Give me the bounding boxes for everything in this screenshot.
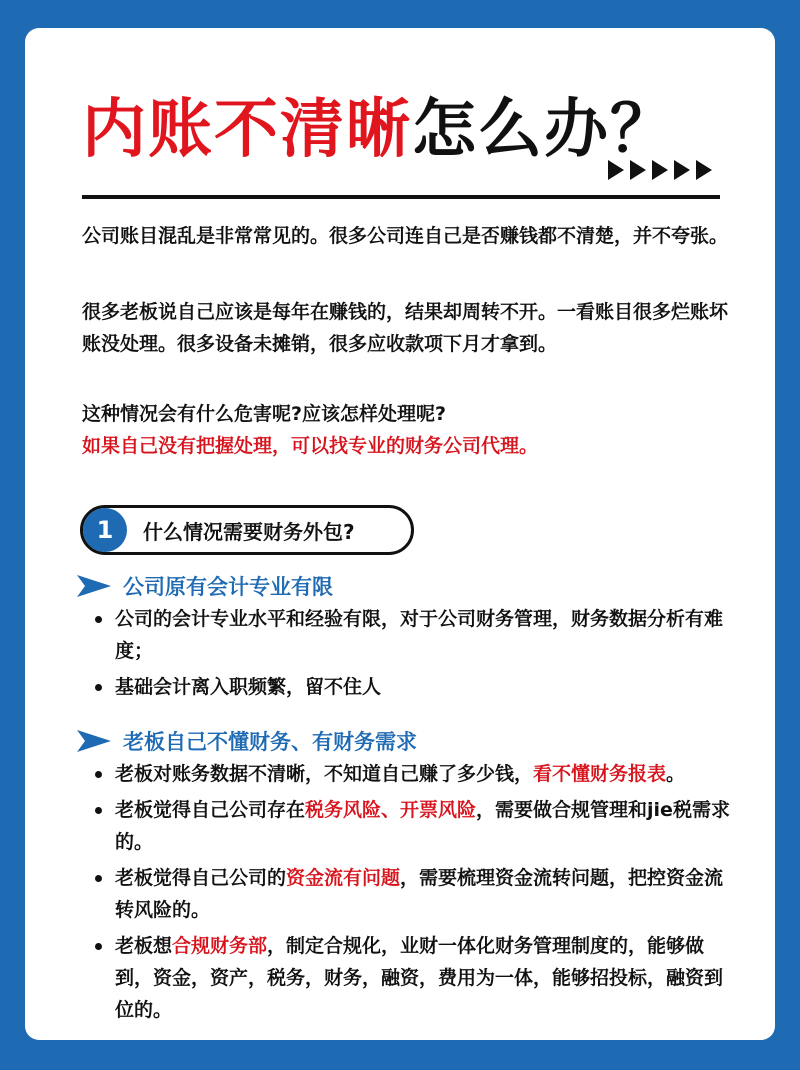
content-card: [25, 28, 775, 1040]
bullet-text: ，需要做合规管理和jie税需求的。: [115, 799, 730, 853]
section-1-title: 什么情况需要财务外包?: [143, 519, 355, 544]
arrow-right-icon: [77, 730, 111, 752]
section-1-header: [80, 505, 414, 555]
bullet-text: 。: [666, 763, 686, 785]
list-item: [95, 862, 735, 926]
page-title: [82, 80, 676, 180]
bullet-text: 老板觉得自己公司存在: [115, 799, 306, 821]
bullet-text: 老板对账务数据不清晰，不知道自己赚了多少钱，: [115, 763, 534, 785]
bullet-highlight: 税务风险、开票风险: [305, 799, 477, 821]
title-red-part: 内账不清晰: [82, 93, 412, 167]
decorative-arrows: [608, 160, 712, 180]
play-arrow-icon: [674, 160, 690, 180]
list-item: 公司的会计专业水平和经验有限，对于公司财务管理，财务数据分析有难度；: [95, 603, 735, 667]
play-arrow-icon: [696, 160, 712, 180]
bullet-highlight: 看不懂财务报表: [533, 763, 667, 785]
subheading-1-text: 公司原有会计专业有限: [123, 575, 333, 599]
section-number-badge: 1: [83, 508, 127, 552]
list-item: [95, 758, 735, 790]
bullet-text: ，需要梳理资金流转问题，把控资金流转风险的。: [115, 867, 724, 921]
subheading-2-list: [95, 758, 735, 1030]
bullet-text: 老板想: [115, 935, 173, 957]
title-divider: [82, 195, 720, 199]
subheading-2-text: 老板自己不懂财务、有财务需求: [123, 730, 417, 754]
arrow-right-icon: [77, 575, 111, 597]
intro-paragraph-1: 公司账目混乱是非常常见的。很多公司连自己是否赚钱都不清楚，并不夸张。: [82, 225, 729, 247]
play-arrow-icon: [652, 160, 668, 180]
bullet-highlight: 合规财务部: [172, 935, 268, 957]
intro-recommendation: 如果自己没有把握处理，可以找专业的财务公司代理。: [82, 435, 539, 457]
list-item: 基础会计离入职频繁，留不住人: [95, 671, 735, 703]
bullet-text: ，制定合规化，业财一体化财务管理制度的，能够做到，资金，资产，税务，财务，融资，费用为一体，能够招投标，融资到位的。: [115, 935, 724, 1021]
play-arrow-icon: [608, 160, 624, 180]
intro-question: 这种情况会有什么危害呢?应该怎样处理呢?: [82, 403, 447, 425]
bullet-highlight: 资金流有问题: [286, 867, 401, 889]
list-item: [95, 794, 735, 858]
play-arrow-icon: [630, 160, 646, 180]
bullet-text: 老板觉得自己公司的: [115, 867, 287, 889]
list-item: [95, 930, 735, 1026]
title-black-part: 怎么办？: [412, 93, 676, 167]
intro-paragraph-2: 很多老板说自己应该是每年在赚钱的，结果却周转不开。一看账目很多烂账坏账没处理。很多设备未摊销，很多应收款项下月才拿到。: [82, 301, 729, 355]
subheading-1-list: [95, 603, 735, 707]
subheading-2: [77, 726, 417, 756]
subheading-1: [77, 571, 333, 601]
